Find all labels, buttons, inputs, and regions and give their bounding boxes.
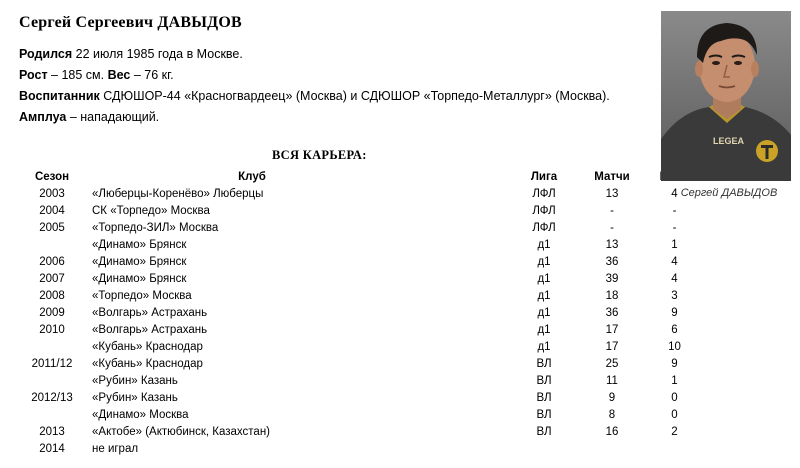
shirt-logo-text: LEGEA	[713, 136, 745, 146]
career-cell-goals: 1	[671, 238, 678, 251]
career-cell-league: д1	[537, 323, 551, 336]
header-club: Клуб	[238, 170, 266, 183]
career-cell-club: «Торпедо» Москва	[92, 289, 192, 302]
career-cell-matches	[579, 440, 645, 457]
career-row	[19, 270, 704, 287]
career-cell-league: ЛФЛ	[532, 221, 556, 234]
role-line	[19, 110, 159, 125]
career-cell-matches: 11	[606, 374, 618, 387]
career-cell-league: ВЛ	[536, 374, 552, 387]
career-cell-club: «Торпедо-ЗИЛ» Москва	[92, 221, 219, 234]
career-cell-league: д1	[537, 306, 551, 319]
career-cell-matches: -	[610, 204, 614, 217]
career-cell-goals: 4	[671, 272, 678, 285]
career-cell-club: «Рубин» Казань	[92, 374, 178, 387]
career-cell-season: 2007	[39, 272, 65, 285]
career-cell-league: д1	[537, 238, 551, 251]
career-cell-club: «Волгарь» Астрахань	[92, 323, 208, 336]
career-cell-season: 2006	[39, 255, 65, 268]
career-cell-club: СК «Торпедо» Москва	[92, 204, 210, 217]
career-cell-season: 2011/12	[31, 357, 73, 370]
career-cell-goals: 6	[671, 323, 678, 336]
career-cell-club: «Динамо» Брянск	[92, 238, 187, 251]
career-cell-season: 2005	[39, 221, 65, 234]
height-label: Рост	[19, 68, 48, 82]
career-row	[19, 253, 704, 270]
career-cell-goals: 4	[671, 187, 678, 200]
career-cell-matches: 13	[605, 238, 619, 251]
career-cell-matches: 17	[605, 323, 619, 336]
career-cell-matches: 25	[605, 357, 619, 370]
career-cell-goals: 2	[671, 425, 678, 438]
height-value: – 185 см.	[47, 68, 108, 82]
career-cell-league: ВЛ	[536, 408, 552, 421]
career-cell-club: «Динамо» Брянск	[92, 272, 187, 285]
career-cell-club: «Волгарь» Астрахань	[92, 306, 208, 319]
career-cell-season: 2004	[39, 204, 65, 217]
career-row	[19, 406, 704, 423]
career-cell-club: «Динамо» Москва	[92, 408, 189, 421]
academy-label: Воспитанник	[19, 89, 100, 103]
career-cell-goals	[645, 440, 704, 457]
career-row	[19, 304, 704, 321]
career-row	[19, 219, 704, 236]
career-cell-matches: 17	[605, 340, 619, 353]
career-cell-goals: 9	[671, 357, 678, 370]
career-cell-matches: -	[610, 221, 614, 234]
career-row	[19, 389, 704, 406]
career-cell-season: 2009	[39, 306, 65, 319]
career-cell-matches: 36	[605, 255, 619, 268]
career-cell-league: ВЛ	[536, 425, 552, 438]
career-cell-season: 2013	[39, 425, 65, 438]
career-cell-league: ЛФЛ	[532, 187, 556, 200]
career-cell-goals: 10	[668, 340, 681, 353]
career-cell-matches: 39	[605, 272, 619, 285]
career-cell-league: ЛФЛ	[532, 204, 556, 217]
career-body	[19, 185, 704, 457]
header-matches: Матчи	[594, 170, 630, 183]
career-cell-goals: 1	[671, 374, 678, 387]
career-cell-season	[19, 236, 85, 253]
career-cell-matches: 36	[605, 306, 619, 319]
player-photo	[661, 11, 791, 181]
weight-value: – 76 кг.	[130, 68, 174, 82]
career-cell-season	[19, 406, 85, 423]
career-cell-club: не играл	[92, 442, 139, 455]
career-cell-league	[509, 440, 579, 457]
career-cell-goals: -	[672, 204, 677, 217]
career-cell-goals: -	[672, 221, 677, 234]
header-season: Сезон	[34, 170, 70, 183]
career-cell-season: 2010	[39, 323, 65, 336]
career-cell-league: ВЛ	[536, 391, 552, 404]
career-cell-matches: 8	[608, 408, 616, 421]
height-weight-line	[19, 68, 174, 83]
career-cell-club: «Люберцы-Коренёво» Люберцы	[92, 187, 264, 200]
academy-line	[19, 89, 610, 104]
career-cell-season: 2008	[39, 289, 65, 302]
career-cell-league: ВЛ	[536, 357, 552, 370]
header-league: Лига	[530, 170, 558, 183]
career-cell-matches: 9	[608, 391, 616, 404]
career-cell-club: «Динамо» Брянск	[92, 255, 187, 268]
born-label: Родился	[19, 47, 73, 61]
career-header-row	[19, 168, 704, 185]
career-cell-goals: 4	[671, 255, 678, 268]
birth-line	[19, 47, 243, 62]
career-row	[19, 236, 704, 253]
career-cell-league: д1	[537, 340, 551, 353]
academy-value: СДЮШОР-44 «Красногвардеец» (Москва) и СДЮШОР «Торпедо-Металлург» (Москва).	[99, 89, 610, 103]
career-row	[19, 440, 704, 457]
career-cell-goals: 9	[671, 306, 678, 319]
career-cell-goals: 3	[671, 289, 678, 302]
career-row	[19, 372, 704, 389]
career-cell-matches: 16	[605, 425, 619, 438]
career-cell-season: 2003	[39, 187, 65, 200]
born-value: 22 июля 1985 года в Москве.	[72, 47, 243, 61]
career-cell-goals: 0	[671, 391, 678, 404]
role-label: Амплуа	[19, 110, 67, 124]
career-cell-season	[19, 372, 85, 389]
career-row	[19, 338, 704, 355]
career-cell-league: д1	[537, 289, 551, 302]
role-value: – нападающий.	[66, 110, 160, 124]
career-row	[19, 355, 704, 372]
player-name: Сергей Сергеевич ДАВЫДОВ	[19, 14, 242, 31]
career-cell-club: «Рубин» Казань	[92, 391, 178, 404]
career-cell-league: д1	[537, 255, 551, 268]
career-title-text: ВСЯ КАРЬЕРА:	[272, 148, 367, 162]
career-title	[272, 148, 367, 163]
career-cell-league: д1	[537, 272, 551, 285]
career-cell-matches: 13	[605, 187, 619, 200]
career-row	[19, 202, 704, 219]
career-row	[19, 321, 704, 338]
player-photo-image	[661, 11, 791, 181]
career-cell-club: «Кубань» Краснодар	[92, 340, 203, 353]
career-table	[19, 168, 704, 457]
career-row	[19, 287, 704, 304]
career-cell-club: «Актобе» (Актюбинск, Казахстан)	[92, 425, 271, 438]
career-cell-season: 2014	[39, 442, 65, 455]
career-row	[19, 185, 704, 202]
career-row	[19, 423, 704, 440]
career-cell-club: «Кубань» Краснодар	[92, 357, 203, 370]
career-cell-season	[19, 338, 85, 355]
photo-caption: Сергей ДАВЫДОВ	[680, 187, 778, 199]
career-cell-matches: 18	[605, 289, 619, 302]
weight-label: Вес	[107, 68, 131, 82]
career-cell-goals: 0	[671, 408, 678, 421]
career-cell-season: 2012/13	[31, 391, 73, 404]
